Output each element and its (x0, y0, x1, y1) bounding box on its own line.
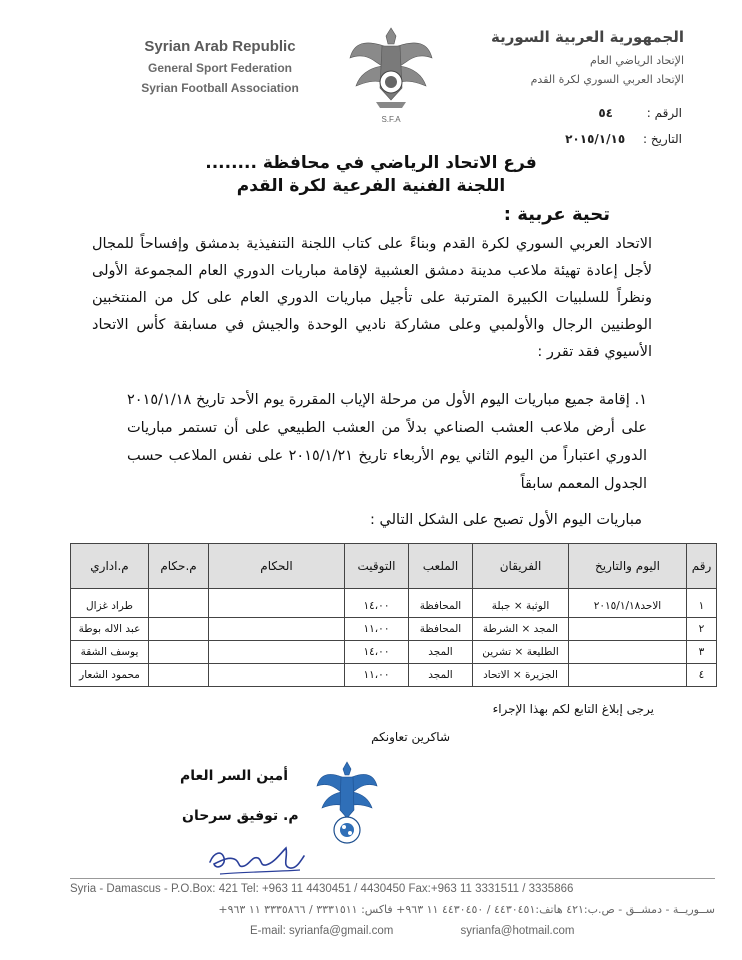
cell-number: ٤ (687, 664, 717, 687)
footer-email-gmail[interactable]: E-mail: syrianfa@gmail.com (250, 925, 394, 937)
cell-referees (209, 664, 345, 687)
cell-referee-observer (149, 641, 209, 664)
cell-teams: المجد × الشرطة (473, 618, 569, 641)
country-name-en: Syrian Arab Republic (144, 38, 296, 55)
closing-note: يرجى إبلاغ التابع لكم بهذا الإجراء (492, 702, 654, 716)
cell-referee-observer (149, 664, 209, 687)
addressee-line-2: اللجنة الفنية الفرعية لكرة القدم (236, 176, 506, 196)
header-referee-observer: م.حكام (149, 544, 209, 589)
reference-number-value: ٥٤ (598, 106, 613, 120)
table-row (71, 641, 717, 664)
decision-item-1: ١. إقامة جميع مباريات اليوم الأول من مرحلة الإياب المقررة يوم الأحد تاريخ ٢٠١٥/١/١٨ على أرض ملاعب العشب الصناعي بدلاً من العشب الطبيعي على أن تستمر مباريات الدوري اعتباراً من اليوم الثاني يوم الأربعاء تاريخ ٢٠١٥/١/٢١ على نفس الملاعب حسب الجدول المعمم سابقاً (127, 392, 648, 492)
table-intro: مباريات اليوم الأول تصبح على الشكل التالي : (370, 512, 642, 528)
reference-date (565, 132, 682, 146)
footer-emails (250, 925, 700, 937)
footer-contact-en: Syria - Damascus - P.O.Box: 421 Tel: +963 11 4430451 / 4430450 Fax:+963 11 3331511 / 3335866 (70, 883, 574, 895)
header-referees: الحكام (209, 544, 345, 589)
header-stadium: الملعب (409, 544, 473, 589)
cell-admin-observer: يوسف الشقة (71, 641, 149, 664)
cell-referees (209, 618, 345, 641)
footer-contact-ar: ســوريــة - دمشــق - ص.ب:٤٢١ هاتف:٤٤٣٠٤٥١ / ٤٤٣٠٤٥٠ ١١ ٩٦٣+ فاكس: ٣٣٣١٥١١ / ٣٣٣٥٨٦٦ ١١ ٩٦٣+ (218, 903, 715, 916)
footer-divider (70, 878, 715, 879)
cell-day-date (569, 618, 687, 641)
header-arabic (454, 28, 684, 86)
cell-teams: الوثبة × جبلة (473, 589, 569, 618)
cell-number: ١ (687, 589, 717, 618)
cell-teams: الطليعة × تشرين (473, 641, 569, 664)
cell-day-date (569, 641, 687, 664)
table-row (71, 618, 717, 641)
cell-referee-observer (149, 618, 209, 641)
match-schedule-table (70, 543, 717, 687)
association-name-en: Syrian Football Association (141, 81, 299, 95)
federation-name-en: General Sport Federation (147, 61, 293, 75)
eagle-emblem-icon (346, 22, 436, 130)
cell-stadium: المجد (409, 641, 473, 664)
header-english (100, 38, 340, 95)
reference-date-label: التاريخ : (642, 132, 682, 146)
cell-time: ١١،٠٠ (345, 664, 409, 687)
cell-time: ١١،٠٠ (345, 618, 409, 641)
header-teams: الفريقان (473, 544, 569, 589)
header-day-date: اليوم والتاريخ (569, 544, 687, 589)
signer-name: م. توفيق سرحان (182, 808, 299, 824)
header-number: رقم (687, 544, 717, 589)
reference-number-label: الرقم : (646, 106, 682, 120)
cell-admin-observer: محمود الشعار (71, 664, 149, 687)
table-row (71, 589, 717, 618)
eagle-stamp-icon (315, 758, 379, 848)
reference-date-value: ٢٠١٥/١/١٥ (565, 132, 626, 146)
cell-teams: الجزيرة × الاتحاد (473, 664, 569, 687)
table-header-row (71, 544, 717, 589)
cell-admin-observer: عبد الاله بوطة (71, 618, 149, 641)
cell-number: ٢ (687, 618, 717, 641)
country-name-ar: الجمهورية العربية السورية (491, 28, 684, 46)
header-time: التوقيت (345, 544, 409, 589)
greeting: تحية عربية : (503, 204, 610, 225)
cell-day-date (569, 664, 687, 687)
cell-number: ٣ (687, 641, 717, 664)
cell-stadium: المجد (409, 664, 473, 687)
table-row (71, 664, 717, 687)
cell-stadium: المحافظة (409, 618, 473, 641)
cell-referee-observer (149, 589, 209, 618)
cell-referees (209, 641, 345, 664)
body-paragraph: الاتحاد العربي السوري لكرة القدم وبناءً على كتاب اللجنة التنفيذية بدمشق وإفساحاً للمجال لأجل إعادة تهيئة ملاعب مدينة دمشق العشبية لإقامة مباريات الدوري العام المجموعة الأولى ونظراً للسلبيات الكبيرة المترتبة على تأجيل مباريات الدوري العام على كل من المنتخبين الوطنيين الرجال والأولمبي وعلى مشاركة ناديي الوحدة والجيش في مسابقة كأس الاتحاد الأسيوي فقد تقرر : (92, 236, 652, 360)
cell-day-date: الاحد٢٠١٥/١/١٨ (569, 589, 687, 618)
closing-thanks: شاكرين تعاونكم (371, 730, 450, 744)
association-name-ar: الإتحاد العربي السوري لكرة القدم (530, 73, 684, 86)
cell-time: ١٤،٠٠ (345, 589, 409, 618)
cell-stadium: المحافظة (409, 589, 473, 618)
signer-title: أمين السر العام (180, 768, 289, 784)
addressee-line-1: فرع الاتحاد الرياضي في محافظة ........ (205, 153, 537, 173)
logo-caption: S.F.A (381, 115, 401, 124)
header-admin-observer: م.اداري (71, 544, 149, 589)
cell-time: ١٤،٠٠ (345, 641, 409, 664)
federation-name-ar: الإتحاد الرياضي العام (589, 54, 684, 67)
cell-admin-observer: طراد غزال (71, 589, 149, 618)
handwritten-signature-icon (200, 832, 310, 882)
footer-email-hotmail[interactable]: syrianfa@hotmail.com (460, 925, 575, 937)
reference-number (598, 106, 682, 120)
cell-referees (209, 589, 345, 618)
